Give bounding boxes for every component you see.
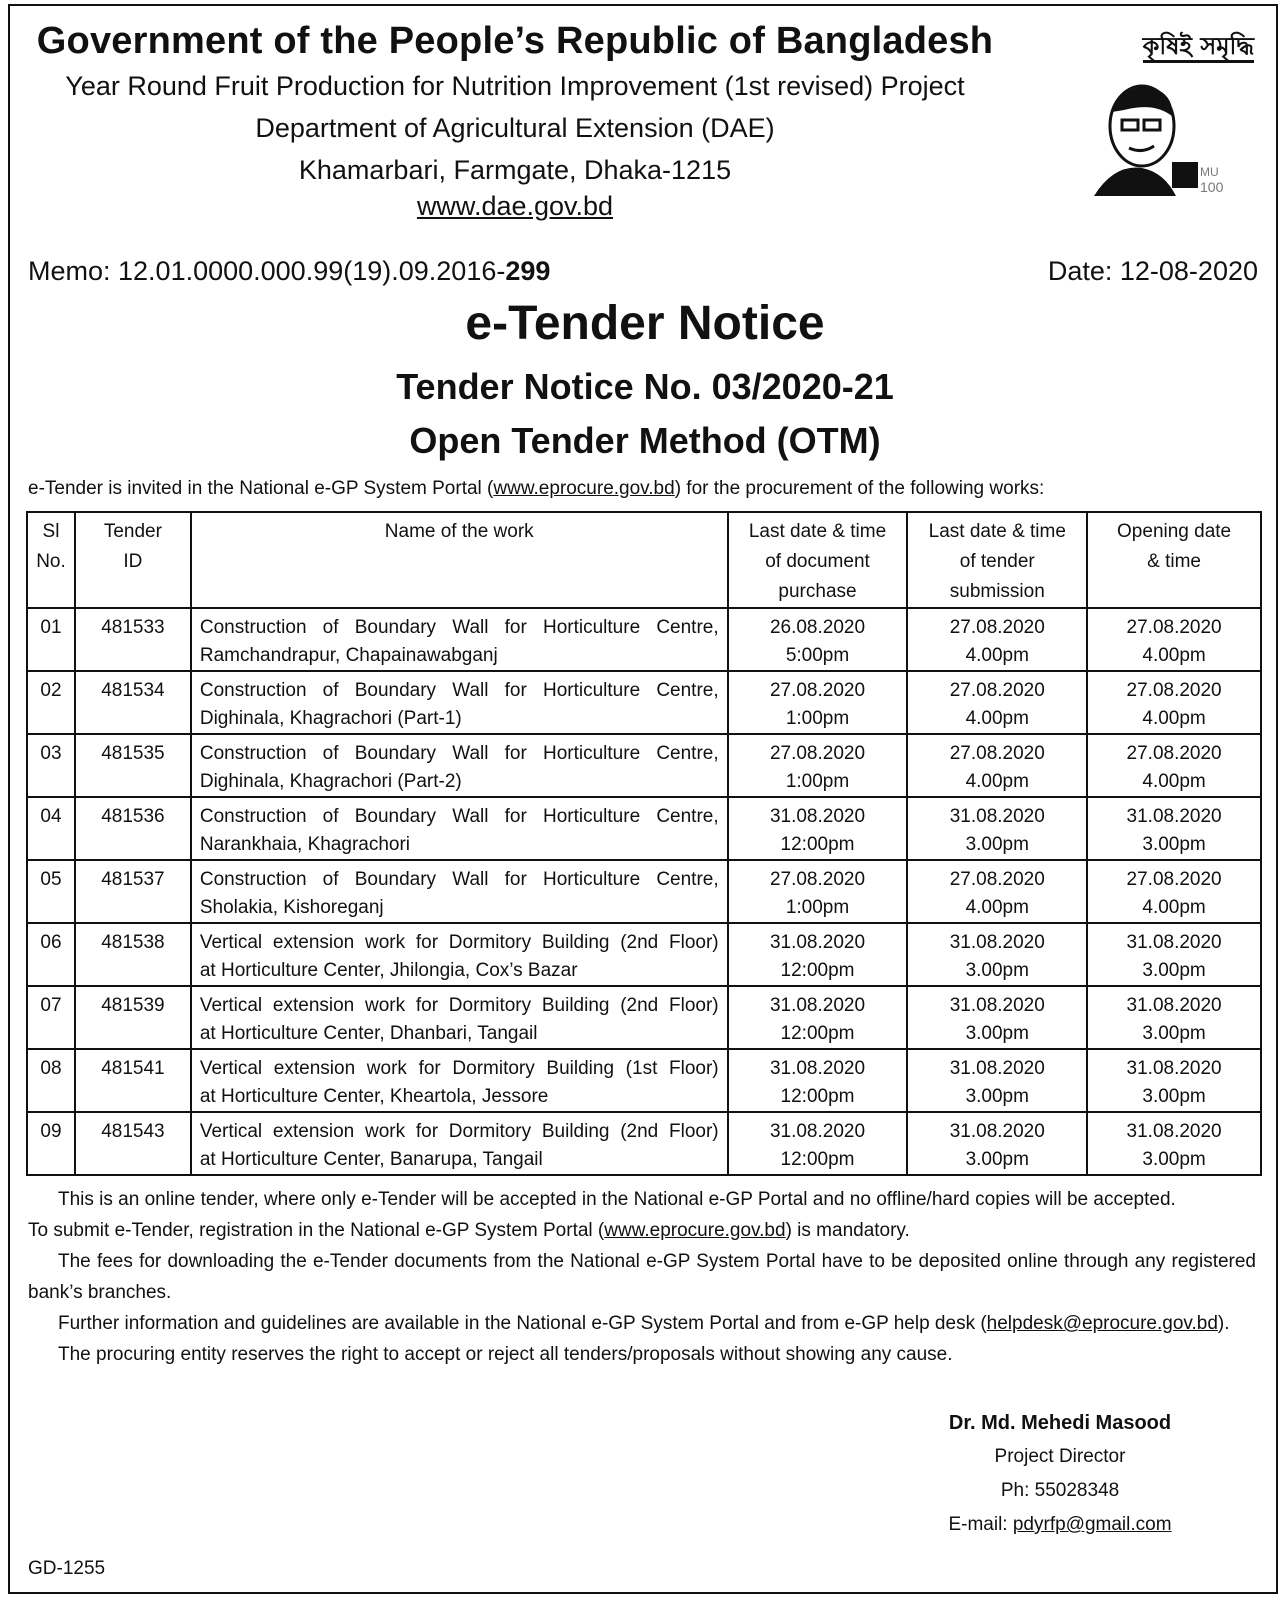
cell-work: Construction of Boundary Wall for Horticulture Centre, Dighinala, Khagrachori (Part-2) <box>191 734 728 797</box>
department-name: Department of Agricultural Extension (DAE) <box>255 113 775 143</box>
signatory-name: Dr. Md. Mehedi Masood <box>948 1412 1172 1434</box>
cell-opening: 31.08.2020 3.00pm <box>1087 986 1261 1049</box>
cell-doc-purchase: 27.08.2020 1:00pm <box>728 671 908 734</box>
table-row <box>27 671 1261 734</box>
cell-submission: 31.08.2020 3.00pm <box>907 1112 1087 1175</box>
term-online: This is an online tender, where only e-Tender will be accepted in the National e-GP Portal and no offline/hard copies will be accepted. <box>58 1189 1176 1210</box>
cell-sl: 03 <box>27 734 75 797</box>
cell-work: Construction of Boundary Wall for Horticulture Centre, Ramchandrapur, Chapainawabganj <box>191 608 728 671</box>
terms <box>28 1184 1256 1370</box>
tender-notice-number: Tender Notice No. 03/2020-21 <box>396 366 894 407</box>
svg-text:MU: MU <box>1200 165 1219 179</box>
eprocure-link[interactable]: www.eprocure.gov.bd <box>493 478 675 499</box>
address: Khamarbari, Farmgate, Dhaka-1215 <box>298 155 732 185</box>
header-submission: Last date & time of tender submission <box>907 512 1087 608</box>
term-rights: The procuring entity reserves the right to accept or reject all tenders/proposals without showing any cause. <box>58 1344 953 1365</box>
cell-opening: 27.08.2020 4.00pm <box>1087 734 1261 797</box>
cell-opening: 31.08.2020 3.00pm <box>1087 1112 1261 1175</box>
cell-sl: 04 <box>27 797 75 860</box>
website-link[interactable]: www.dae.gov.bd <box>416 191 614 221</box>
table-row <box>27 923 1261 986</box>
header-opening: Opening date & time <box>1087 512 1261 608</box>
cell-work: Construction of Boundary Wall for Horticulture Centre, Narankhaia, Khagrachori <box>191 797 728 860</box>
project-name: Year Round Fruit Production for Nutrition Improvement (1st revised) Project <box>65 71 965 101</box>
gd-number: GD-1255 <box>28 1558 106 1579</box>
email-link[interactable]: pdyrfp@gmail.com <box>1012 1514 1172 1535</box>
cell-sl: 02 <box>27 671 75 734</box>
cell-tender-id: 481535 <box>75 734 191 797</box>
term-fees: The fees for downloading the e-Tender documents from the National e-GP System Portal have to be deposited online through any registered bank’s branches. <box>28 1251 1256 1303</box>
slogan: কৃষিই সমৃদ্ধি <box>1143 28 1254 68</box>
cell-doc-purchase: 31.08.2020 12:00pm <box>728 1049 908 1112</box>
memo-number: Memo: 12.01.0000.000.99(19).09.2016-299 <box>28 256 551 286</box>
cell-submission: 31.08.2020 3.00pm <box>907 797 1087 860</box>
portrait-icon <box>1094 76 1224 198</box>
cell-doc-purchase: 26.08.2020 5:00pm <box>728 608 908 671</box>
signature-block <box>930 1406 1190 1542</box>
svg-text:100: 100 <box>1200 179 1224 195</box>
cell-work: Vertical extension work for Dormitory Building (1st Floor) at Horticulture Center, Kheartola, Jessore <box>191 1049 728 1112</box>
cell-sl: 08 <box>27 1049 75 1112</box>
cell-tender-id: 481543 <box>75 1112 191 1175</box>
tender-notice-page <box>8 4 1278 1594</box>
cell-work: Vertical extension work for Dormitory Building (2nd Floor) at Horticulture Center, Banarupa, Tangail <box>191 1112 728 1175</box>
table-row <box>27 734 1261 797</box>
table-row <box>27 608 1261 671</box>
cell-sl: 09 <box>27 1112 75 1175</box>
cell-opening: 31.08.2020 3.00pm <box>1087 1049 1261 1112</box>
cell-submission: 27.08.2020 4.00pm <box>907 734 1087 797</box>
term-info: Further information and guidelines are available in the National e-GP System Portal and from e-GP help desk (helpdesk@eprocure.gov.bd). <box>58 1313 1230 1334</box>
signatory-email: E-mail: pdyrfp@gmail.com <box>948 1514 1172 1535</box>
cell-tender-id: 481539 <box>75 986 191 1049</box>
table-header-row <box>27 512 1261 608</box>
table-row <box>27 1049 1261 1112</box>
cell-submission: 31.08.2020 3.00pm <box>907 1049 1087 1112</box>
table-row <box>27 860 1261 923</box>
cell-sl: 01 <box>27 608 75 671</box>
signatory-title: Project Director <box>994 1446 1126 1467</box>
header-sl: Sl No. <box>27 512 75 608</box>
cell-tender-id: 481534 <box>75 671 191 734</box>
cell-doc-purchase: 31.08.2020 12:00pm <box>728 797 908 860</box>
header <box>10 20 1020 222</box>
cell-sl: 06 <box>27 923 75 986</box>
cell-tender-id: 481541 <box>75 1049 191 1112</box>
notice-title: e-Tender Notice <box>465 297 825 350</box>
table-row <box>27 1112 1261 1175</box>
eprocure-link[interactable]: www.eprocure.gov.bd <box>604 1220 786 1241</box>
cell-tender-id: 481533 <box>75 608 191 671</box>
header-work: Name of the work <box>191 512 728 608</box>
intro-text: e-Tender is invited in the National e-GP System Portal (www.eprocure.gov.bd) for the procurement of the following works: <box>28 478 1045 499</box>
header-doc-purchase: Last date & time of document purchase <box>728 512 908 608</box>
tender-table <box>26 511 1262 1176</box>
cell-submission: 31.08.2020 3.00pm <box>907 986 1087 1049</box>
cell-submission: 27.08.2020 4.00pm <box>907 671 1087 734</box>
cell-work: Construction of Boundary Wall for Horticulture Centre, Dighinala, Khagrachori (Part-1) <box>191 671 728 734</box>
helpdesk-email-link[interactable]: helpdesk@eprocure.gov.bd <box>986 1313 1218 1334</box>
cell-doc-purchase: 31.08.2020 12:00pm <box>728 1112 908 1175</box>
cell-work: Vertical extension work for Dormitory Building (2nd Floor) at Horticulture Center, Jhilongia, Cox’s Bazar <box>191 923 728 986</box>
cell-doc-purchase: 31.08.2020 12:00pm <box>728 986 908 1049</box>
cell-work: Construction of Boundary Wall for Horticulture Centre, Sholakia, Kishoreganj <box>191 860 728 923</box>
term-registration: To submit e-Tender, registration in the National e-GP System Portal (www.eprocure.gov.bd) is mandatory. <box>28 1220 910 1241</box>
cell-work: Vertical extension work for Dormitory Building (2nd Floor) at Horticulture Center, Dhanbari, Tangail <box>191 986 728 1049</box>
signatory-phone: Ph: 55028348 <box>1000 1480 1120 1501</box>
cell-tender-id: 481536 <box>75 797 191 860</box>
cell-doc-purchase: 31.08.2020 12:00pm <box>728 923 908 986</box>
mujib-100-logo <box>1077 18 1262 195</box>
table-row <box>27 797 1261 860</box>
cell-doc-purchase: 27.08.2020 1:00pm <box>728 860 908 923</box>
cell-tender-id: 481537 <box>75 860 191 923</box>
cell-opening: 27.08.2020 4.00pm <box>1087 608 1261 671</box>
government-title: Government of the People’s Republic of Bangladesh <box>36 20 994 62</box>
cell-sl: 07 <box>27 986 75 1049</box>
cell-tender-id: 481538 <box>75 923 191 986</box>
table-row <box>27 986 1261 1049</box>
cell-opening: 27.08.2020 4.00pm <box>1087 671 1261 734</box>
cell-submission: 31.08.2020 3.00pm <box>907 923 1087 986</box>
cell-doc-purchase: 27.08.2020 1:00pm <box>728 734 908 797</box>
tender-method: Open Tender Method (OTM) <box>409 420 881 461</box>
cell-submission: 27.08.2020 4.00pm <box>907 608 1087 671</box>
cell-sl: 05 <box>27 860 75 923</box>
cell-submission: 27.08.2020 4.00pm <box>907 860 1087 923</box>
notice-date: Date: 12-08-2020 <box>1047 256 1258 286</box>
cell-opening: 27.08.2020 4.00pm <box>1087 860 1261 923</box>
cell-opening: 31.08.2020 3.00pm <box>1087 923 1261 986</box>
cell-opening: 31.08.2020 3.00pm <box>1087 797 1261 860</box>
header-tender-id: Tender ID <box>75 512 191 608</box>
